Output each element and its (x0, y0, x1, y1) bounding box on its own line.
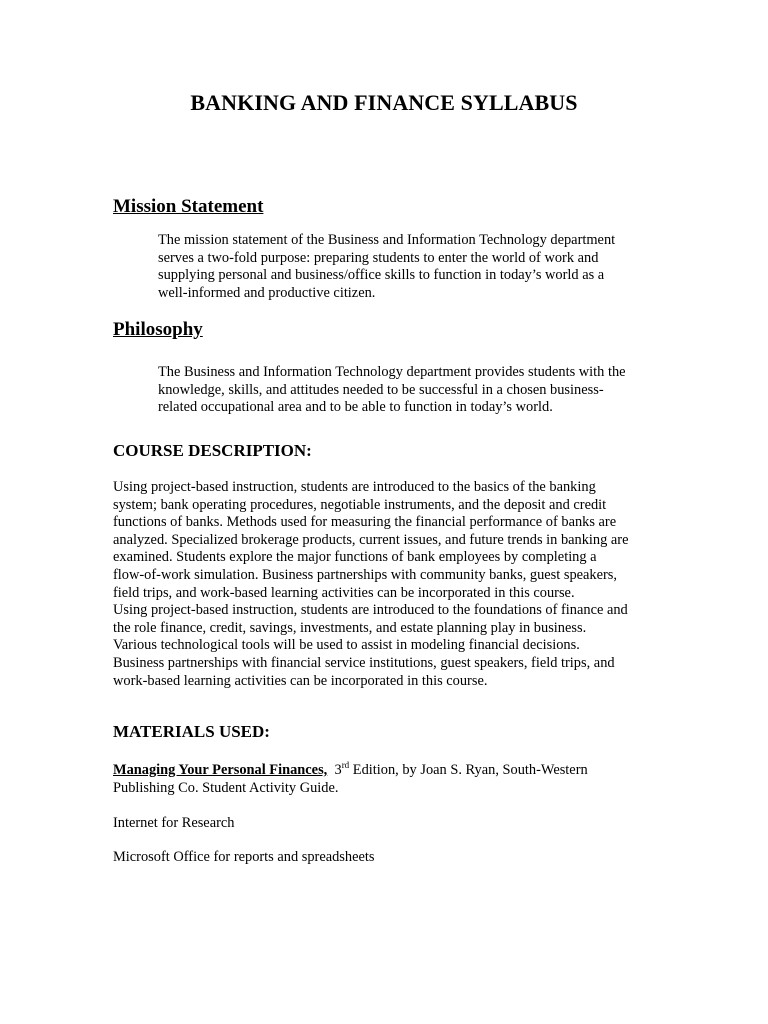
course-line: analyzed. Specialized brokerage products, current issues, and future trends in banking are (113, 531, 629, 548)
mission-line: serves a two-fold purpose: preparing students to enter the world of work and (158, 249, 599, 266)
book-title: Managing Your Personal Finances, (113, 762, 328, 778)
book-line-2: Publishing Co. Student Activity Guide. (113, 779, 339, 796)
mission-heading: Mission Statement (113, 196, 264, 217)
materials-item-book (113, 762, 658, 797)
book-line-1 (113, 762, 658, 780)
edition-suffix: rd (341, 760, 350, 771)
mission-paragraph (158, 232, 658, 302)
mission-line: well-informed and productive citizen. (158, 284, 376, 301)
document-title: BANKING AND FINANCE SYLLABUS (190, 90, 578, 115)
mission-line: The mission statement of the Business and Information Technology department (158, 232, 616, 248)
philosophy-paragraph (158, 364, 658, 417)
course-line: Business partnerships with financial service institutions, guest speakers, field trips, and (113, 654, 615, 671)
course-line: functions of banks. Methods used for measuring the financial performance of banks are (113, 514, 617, 531)
course-line: Using project-based instruction, students are introduced to the foundations of finance and (113, 602, 628, 619)
course-line: Various technological tools will be used to assist in modeling financial decisions. (113, 637, 580, 654)
philosophy-line: knowledge, skills, and attitudes needed to be successful in a chosen business- (158, 381, 604, 398)
course-line: system; bank operating procedures, negotiable instruments, and the deposit and credit (113, 496, 607, 513)
course-line: Using project-based instruction, students are introduced to the basics of the banking (113, 479, 596, 495)
course-line: field trips, and work-based learning activities can be incorporated in this course. (113, 584, 575, 601)
course-line: examined. Students explore the major functions of bank employees by completing a (113, 549, 597, 566)
book-details: Edition, by Joan S. Ryan, South-Western (349, 762, 588, 778)
materials-item-office: Microsoft Office for reports and spreadsheets (113, 849, 375, 865)
course-description-heading: COURSE DESCRIPTION: (113, 441, 312, 460)
edition-number: 3 (334, 762, 342, 778)
course-line: flow-of-work simulation. Business partnerships with community banks, guest speakers, (113, 566, 618, 583)
materials-item-internet: Internet for Research (113, 815, 235, 831)
course-line: work-based learning activities can be incorporated in this course. (113, 672, 488, 689)
philosophy-heading: Philosophy (113, 319, 203, 340)
mission-line: supplying personal and business/office skills to function in today’s world as a (158, 267, 605, 284)
course-line: the role finance, credit, savings, investments, and estate planning play in business. (113, 619, 587, 636)
materials-heading: MATERIALS USED: (113, 722, 270, 741)
philosophy-line: The Business and Information Technology department provides students with the (158, 364, 626, 380)
philosophy-line: related occupational area and to be able to function in today’s world. (158, 399, 553, 416)
course-description-paragraph (113, 479, 658, 690)
